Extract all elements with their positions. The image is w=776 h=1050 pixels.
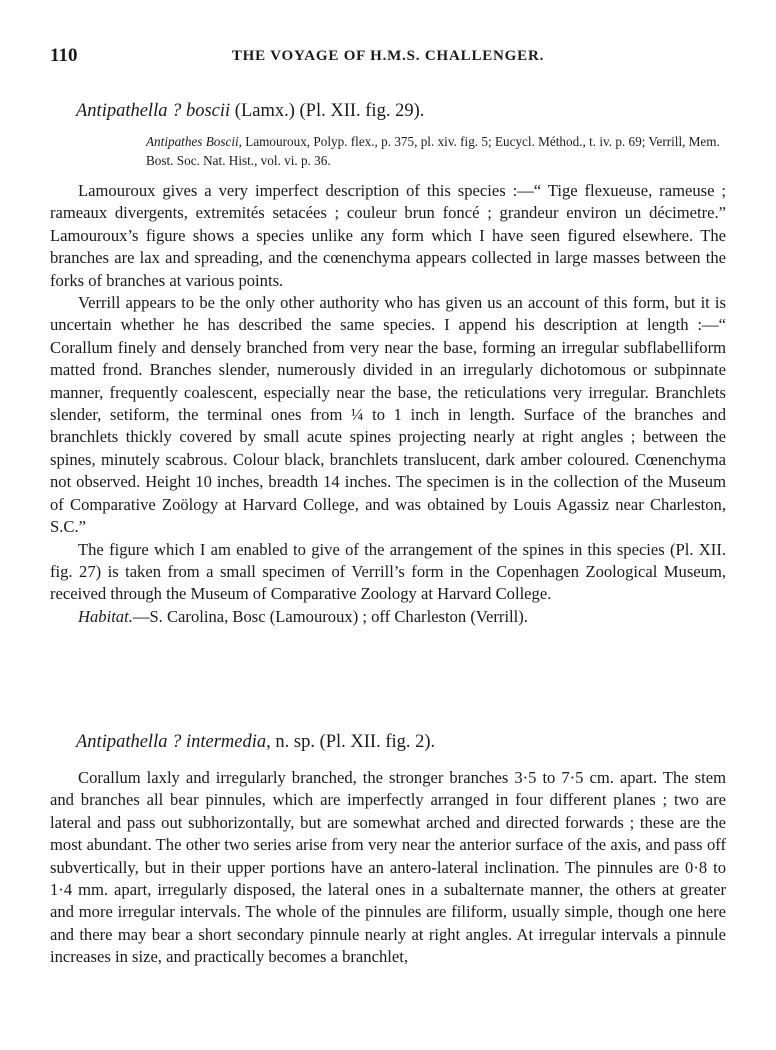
species-authority: n. sp. (Pl. XII. fig. 2).: [270, 732, 436, 752]
habitat-label: Habitat.: [78, 606, 133, 626]
habitat-text: —S. Carolina, Bosc (Lamouroux) ; off Charleston (Verrill).: [132, 606, 528, 626]
running-title: THE VOYAGE OF H.M.S. CHALLENGER.: [231, 48, 545, 64]
paragraph: Lamouroux gives a very imperfect description of this species :—“ Tige flexueuse, rameuse ; rameaux divergents, extremités setacées ; couleur brun foncé ; grandeur environ un décimetre.” Lamouroux’s figure shows a species unlike any form which I have seen figured elsewhere. The branches are lax and spreading, and the cœnenchyma appears collected in large masses between the forks of branches at various points.: [50, 181, 726, 290]
habitat-paragraph: [50, 606, 726, 628]
page-number: 110: [50, 45, 78, 66]
species-authority: (Lamx.) (Pl. XII. fig. 29).: [230, 101, 425, 121]
page-header: [50, 45, 726, 71]
synonym-references: Lamouroux, Polyp. flex., p. 375, pl. xiv. fig. 5; Eucycl. Méthod., t. iv. p. 69; Verrill, Mem. Bost. Soc. Nat. Hist., vol. vi. p. 36.: [146, 134, 720, 168]
description-intermedia: [50, 767, 726, 969]
species-name: Antipathella ? boscii: [76, 101, 231, 121]
paragraph: The figure which I am enabled to give of the arrangement of the spines in this species (Pl. XII. fig. 27) is taken from a small specimen of Verrill’s form in the Copenhagen Zoological Museum, received through the Museum of Comparative Zoology at Harvard College.: [50, 539, 726, 604]
synonym-name: Antipathes Boscii,: [146, 134, 242, 149]
synonymy-boscii: [56, 132, 726, 170]
paragraph: Verrill appears to be the only other authority who has given us an account of this form, but it is uncertain whether he has described the same species. I append his description at length :—“ Corallum finely and densely branched from very near the base, forming an irregular subflabelliform matted frond. Branches slender, numerously divided in an irregularly dichotomous or subpinnate manner, frequently coalescent, especially near the base, the reticulations very irregular. Branchlets slender, setiform, the terminal ones from ¼ to 1 inch in length. Surface of the branches and branchlets thickly covered by small acute spines projecting nearly at right angles ; between the spines, minutely scabrous. Colour black, branchlets translucent, dark amber coloured. Cœnenchyma not observed. Height 10 inches, breadth 14 inches. The specimen is in the collection of the Museum of Comparative Zoölogy at Harvard College, and was obtained by Louis Agassiz near Charleston, S.C.”: [50, 293, 726, 537]
paragraph: Corallum laxly and irregularly branched, the stronger branches 3·5 to 7·5 cm. apart. The stem and branches all bear pinnules, which are imperfectly arranged in four different planes ; two are lateral and pass out subhorizontally, but are somewhat arched and directed forwards ; these are the most abundant. The other two series arise from very near the anterior surface of the axis, and pass off subvertically, but in their upper portions have an antero-lateral inclination. The pinnules are 0·8 to 1·4 mm. apart, irregularly disposed, the lateral ones in a subalternate manner, the others at greater and more irregular intervals. The whole of the pinnules are filiform, usually simple, though one here and there may bear a short secondary pinnule nearly at right angles. At irregular intervals a pinnule increases in size, and practically becomes a branchlet,: [50, 768, 726, 967]
species-heading-boscii: [76, 99, 726, 123]
description-boscii: [50, 180, 726, 628]
species-name: Antipathella ? intermedia,: [76, 732, 271, 752]
species-heading-intermedia: [76, 730, 726, 754]
